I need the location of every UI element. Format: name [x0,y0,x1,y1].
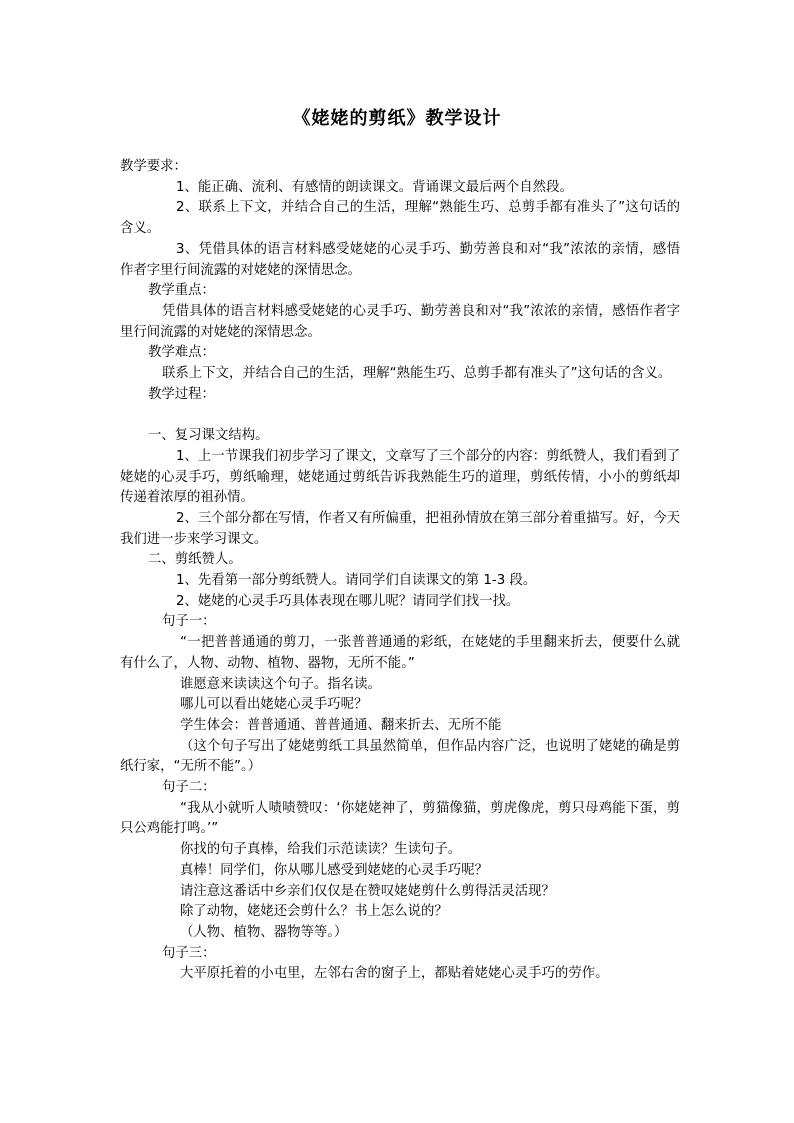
paragraph: 教学重点： [148,283,215,299]
paragraph: 哪儿可以看出姥姥心灵手巧呢？ [180,697,368,713]
paragraph: 句子一： [162,614,216,630]
paragraph: （人物、植物、器物等等。） [180,925,348,940]
paragraph: 句子三： [162,945,216,961]
paragraph: 凭借具体的语言材料感受姥姥的心灵手巧、勤劳善良和对“我”浓浓的亲情，感悟作者字里行间流露的对姥姥的深情思念。 [120,303,680,340]
paragraph: 2、姥姥的心灵手巧具体表现在哪儿呢？请同学们找一找。 [176,593,520,609]
paragraph: 1、上一节课我们初步学习了课文，文章写了三个部分的内容：剪纸赞人，我们看到了姥姥的心灵手巧，剪纸喻理，姥姥通过剪纸告诉我熟能生巧的道理，剪纸传情，小小的剪纸却传递着浓厚的祖孙情。 [120,448,680,506]
paragraph: 1、先看第一部分剪纸赞人。请同学们自读课文的第 1-3 段。 [176,573,537,589]
document-title: 《姥姥的剪纸》教学设计 [292,108,502,129]
paragraph: “一把普普通通的剪刀，一张普普通通的彩纸，在姥姥的手里翻来折去，便要什么就有什么了，人物、动物、植物、器物，无所不能。” [120,635,680,671]
paragraph: 请注意这番话中乡亲们仅仅是在赞叹姥姥剪什么剪得活灵活现？ [180,883,555,899]
paragraph: 教学难点： [148,345,215,361]
paragraph: 大平原托着的小屯里，左邻右舍的窗子上，都贴着姥姥心灵手巧的劳作。 [180,966,609,982]
paragraph: 教学要求： [120,159,187,174]
paragraph: “我从小就听人啧啧赞叹：‘你姥姥神了，剪猫像猫，剪虎像虎，剪只母鸡能下蛋，剪只公鸡能打鸣。’” [120,800,680,837]
document-body [120,157,680,985]
paragraph: 除了动物，姥姥还会剪什么？书上怎么说的？ [180,904,448,920]
paragraph: 真棒！同学们，你从哪儿感受到姥姥的心灵手巧呢？ [180,862,488,878]
paragraph: 教学过程： [148,386,215,402]
paragraph: 句子二： [162,780,216,796]
paragraph: 3、凭借具体的语言材料感受姥姥的心灵手巧、勤劳善良和对“我”浓浓的亲情，感悟作者字里行间流露的对姥姥的深情思念。 [120,241,680,278]
paragraph: 谁愿意来读读这个句子。指名读。 [180,676,381,692]
paragraph: 学生体会：普普通通、普普通通、翻来折去、无所不能 [180,717,502,733]
paragraph: 2、联系上下文，并结合自己的生活，理解“熟能生巧、总剪手都有准头了”这句话的含义。 [120,200,680,237]
paragraph: 1、能正确、流利、有感情的朗读课文。背诵课文最后两个自然段。 [176,179,573,195]
paragraph: 二、剪纸赞人。 [148,552,242,568]
paragraph: 你找的句子真棒，给我们示范读读？生读句子。 [180,842,462,858]
paragraph: 一、复习课文结构。 [148,428,269,444]
paragraph: 联系上下文，并结合自己的生活，理解“熟能生巧、总剪手都有准头了”这句话的含义。 [162,366,672,382]
paragraph [120,405,680,426]
paragraph: （这个句子写出了姥姥剪纸工具虽然简单，但作品内容广泛，也说明了姥姥的确是剪纸行家，“无所不能”。） [120,738,680,775]
paragraph: 2、三个部分都在写情，作者又有所偏重，把祖孙情放在第三部分着重描写。好，今天我们进一步来学习课文。 [120,510,680,547]
